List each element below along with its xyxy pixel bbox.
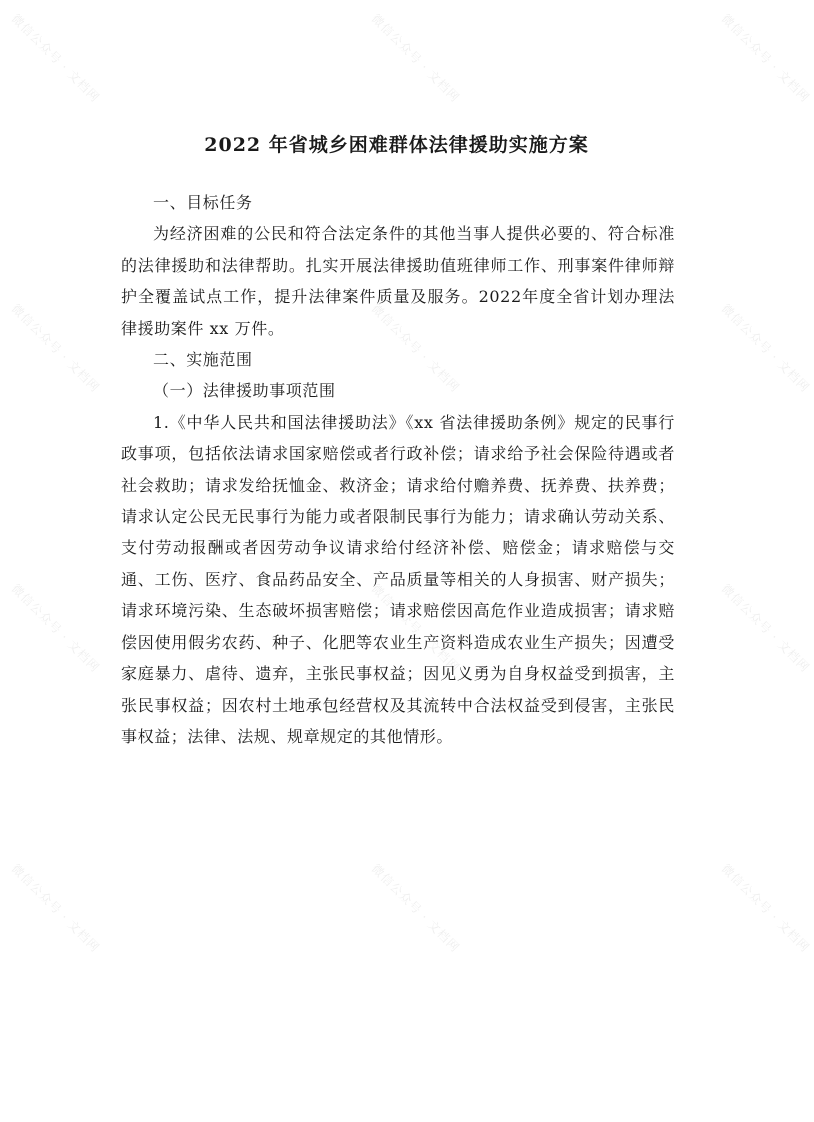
watermark: 微信公众号 · 文档网 xyxy=(368,861,463,956)
watermark: 微信公众号 · 文档网 xyxy=(718,11,813,106)
subsection-heading-matters: （一）法律援助事项范围 xyxy=(153,381,336,401)
watermark: 微信公众号 · 文档网 xyxy=(8,301,103,396)
paragraph-goals: 为经济困难的公民和符合法定条件的其他当事人提供必要的、符合标准的法律援助和法律帮助。扎实开展法律援助值班律师工作、刑事案件律师辩护全覆盖试点工作，提升法律案件质量及服务。2022年度全省计划办理法律援助案件 xx 万件。 xyxy=(121,224,675,338)
watermark: 微信公众号 · 文档网 xyxy=(718,861,813,956)
watermark: 微信公众号 · 文档网 xyxy=(368,581,463,676)
watermark: 微信公众号 · 文档网 xyxy=(8,11,103,106)
watermark: 微信公众号 · 文档网 xyxy=(8,581,103,676)
document-body xyxy=(121,187,675,752)
watermark: 微信公众号 · 文档网 xyxy=(718,301,813,396)
watermark: 微信公众号 · 文档网 xyxy=(718,581,813,676)
watermark: 微信公众号 · 文档网 xyxy=(368,11,463,106)
section-heading-scope: 二、实施范围 xyxy=(153,350,253,370)
watermark: 微信公众号 · 文档网 xyxy=(8,861,103,956)
section-heading-goals: 一、目标任务 xyxy=(153,193,253,212)
document-title: 2022 年省城乡困难群体法律援助实施方案 xyxy=(204,134,589,156)
watermark: 微信公众号 · 文档网 xyxy=(368,301,463,396)
paragraph-matters: 1.《中华人民共和国法律援助法》《xx 省法律援助条例》规定的民事行政事项，包括依法请求国家赔偿或者行政补偿；请求给予社会保险待遇或者社会救助；请求发给抚恤金、救济金；请求给付赡养费、抚养费、扶养费；请求认定公民无民事行为能力或者限制民事行为能力；请求确认劳动关系、支付劳动报酬或者因劳动争议请求给付经济补偿、赔偿金；请求赔偿与交通、工伤、医疗、食品药品安全、产品质量等相关的人身损害、财产损失；请求环境污染、生态破坏损害赔偿；请求赔偿因高危作业造成损害；请求赔偿因使用假劣农药、种子、化肥等农业生产资料造成农业生产损失；因遭受家庭暴力、虐待、遗弃，主张民事权益；因见义勇为自身权益受到损害，主张民事权益；因农村土地承包经营权及其流转中合法权益受到侵害，主张民事权益；法律、法规、规章规定的其他情形。 xyxy=(121,412,675,746)
